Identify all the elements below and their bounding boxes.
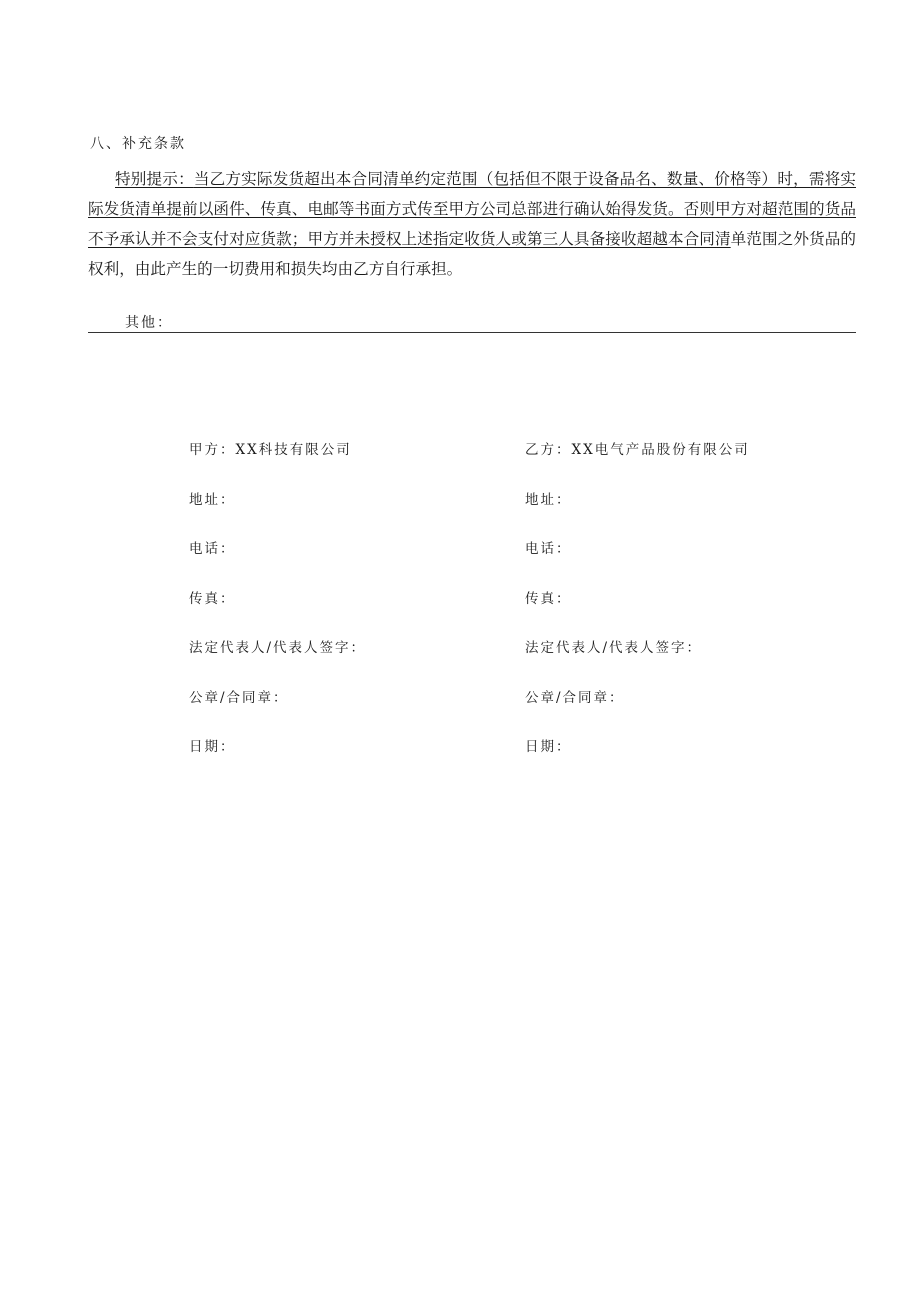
party-b-representative-signature: 法定代表人/代表人签字： <box>525 640 703 656</box>
party-b-name: 乙方：XX电气产品股份有限公司 <box>525 442 750 458</box>
notice-text: 单范围之外货品的权利，由此产生的一切费用和损失均由乙方自行承担。 <box>88 230 856 278</box>
notice-text-underlined: 当乙方实际发货超出本合同清单约定范围（包括但不限于设备品名、数量、价格等）时，需将实际发货清单提前以函件、传真、电邮等书面方式传至甲方公司总部进行确认始得发货。否则甲方对超范围的货品不予承认并不会支付对应货款；甲方并未授权上述指定收货人或第三人具备接收超越本合同清 <box>88 170 856 248</box>
party-a-fax: 传真： <box>189 590 236 607</box>
party-a-seal: 公章/合同章： <box>189 689 289 706</box>
party-a-name: 甲方：XX科技有限公司 <box>189 442 352 458</box>
notice-label: 特别提示： <box>115 170 194 188</box>
other-terms-label: 其他： <box>125 315 173 331</box>
party-b-fax: 传真： <box>525 590 572 607</box>
party-a-block <box>189 440 509 787</box>
party-a-date: 日期： <box>189 739 236 755</box>
section-heading: 八、补充条款 <box>90 136 186 152</box>
party-b-phone: 电话： <box>525 541 572 557</box>
party-a-representative-signature: 法定代表人/代表人签字： <box>189 640 367 656</box>
party-b-address: 地址： <box>525 491 572 508</box>
special-notice <box>88 164 856 284</box>
party-b-block <box>525 440 845 787</box>
party-a-phone: 电话： <box>189 541 236 557</box>
party-b-date: 日期： <box>525 739 572 755</box>
party-a-address: 地址： <box>189 491 236 508</box>
party-b-seal: 公章/合同章： <box>525 689 625 706</box>
other-terms-fill-line <box>88 332 856 333</box>
